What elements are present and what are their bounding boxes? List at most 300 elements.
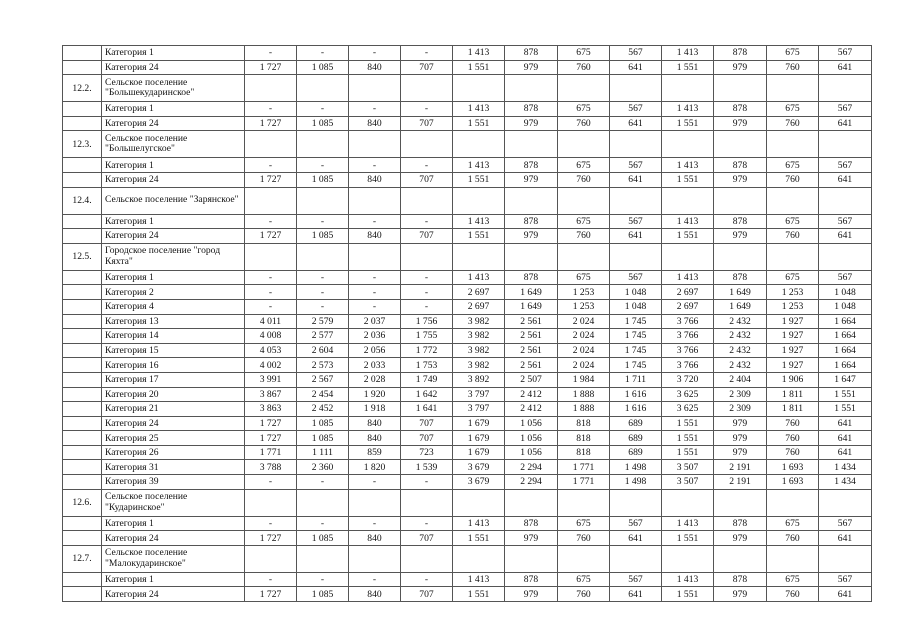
value-cell: - [349,285,401,300]
empty-cell [714,187,767,214]
value-cell: 979 [505,172,558,187]
value-cell: 2 024 [558,329,610,344]
value-cell: 878 [505,102,558,117]
value-cell: - [349,214,401,229]
value-cell: 840 [349,416,401,431]
value-cell: 675 [558,572,610,587]
value-cell: - [245,102,297,117]
table-row [63,531,872,546]
value-cell: 3 892 [453,372,505,387]
value-cell: 3 625 [662,387,714,402]
value-cell: 1 927 [767,343,819,358]
empty-cell [245,243,297,270]
section-number: 12.7. [63,545,102,572]
table-row [63,516,872,531]
value-cell: 567 [610,516,662,531]
table-row [63,358,872,373]
value-cell: - [401,516,453,531]
section-number [63,329,102,344]
value-cell: 979 [505,60,558,75]
value-cell: 1 413 [453,516,505,531]
empty-cell [767,131,819,158]
value-cell: 641 [819,431,872,446]
value-cell: 2 024 [558,358,610,373]
empty-cell [349,131,401,158]
value-cell: 1 085 [297,416,349,431]
section-number [63,516,102,531]
empty-cell [453,243,505,270]
section-name: Сельское поселение "Большелугское" [102,131,245,158]
section-number [63,416,102,431]
section-number [63,445,102,460]
value-cell: 818 [558,416,610,431]
section-number [63,372,102,387]
section-number [63,431,102,446]
value-cell: 1 920 [349,387,401,402]
empty-cell [558,243,610,270]
section-number [63,358,102,373]
value-cell: - [349,102,401,117]
category-name: Категория 1 [102,46,245,61]
value-cell: 675 [558,46,610,61]
value-cell: 567 [610,270,662,285]
table-row [63,285,872,300]
value-cell: 1 551 [453,587,505,602]
value-cell: 2 432 [714,358,767,373]
value-cell: 2 567 [297,372,349,387]
value-cell: 979 [714,416,767,431]
section-row [63,131,872,158]
value-cell: 3 982 [453,314,505,329]
value-cell: 707 [401,416,453,431]
value-cell: - [297,270,349,285]
empty-cell [819,489,872,516]
empty-cell [610,243,662,270]
value-cell: 760 [767,445,819,460]
section-number: 12.6. [63,489,102,516]
value-cell: 1 551 [453,60,505,75]
value-cell: 1 056 [505,445,558,460]
category-name: Категория 21 [102,402,245,417]
value-cell: - [297,299,349,314]
value-cell: 675 [767,46,819,61]
value-cell: 2 452 [297,402,349,417]
value-cell: 567 [610,158,662,173]
value-cell: 2 024 [558,314,610,329]
value-cell: 760 [558,116,610,131]
value-cell: 3 679 [453,475,505,490]
value-cell: 1 413 [453,270,505,285]
tariff-table [62,45,872,602]
empty-cell [558,489,610,516]
empty-cell [297,75,349,102]
value-cell: 979 [714,445,767,460]
value-cell: - [349,299,401,314]
value-cell: 641 [819,587,872,602]
value-cell: 3 766 [662,314,714,329]
value-cell: 3 766 [662,343,714,358]
value-cell: 1 551 [662,60,714,75]
empty-cell [662,75,714,102]
value-cell: 1 413 [662,102,714,117]
section-name: Городское поселение "город Кяхта" [102,243,245,270]
section-number [63,60,102,75]
value-cell: 1 253 [767,299,819,314]
empty-cell [349,545,401,572]
value-cell: 707 [401,172,453,187]
empty-cell [401,131,453,158]
value-cell: 641 [819,416,872,431]
value-cell: 2 561 [505,314,558,329]
value-cell: 1 984 [558,372,610,387]
value-cell: 1 727 [245,416,297,431]
value-cell: 641 [819,445,872,460]
category-name: Категория 15 [102,343,245,358]
empty-cell [297,545,349,572]
value-cell: - [297,102,349,117]
section-number: 12.3. [63,131,102,158]
value-cell: 1 551 [453,531,505,546]
value-cell: 979 [714,531,767,546]
value-cell: 1 413 [453,46,505,61]
value-cell: 2 033 [349,358,401,373]
empty-cell [453,187,505,214]
value-cell: 1 727 [245,229,297,244]
value-cell: 641 [819,116,872,131]
value-cell: 1 616 [610,402,662,417]
value-cell: 2 432 [714,343,767,358]
value-cell: 1 551 [662,229,714,244]
table-row [63,172,872,187]
value-cell: 840 [349,60,401,75]
value-cell: 878 [714,46,767,61]
table-row [63,158,872,173]
value-cell: 1 413 [662,516,714,531]
value-cell: 1 649 [714,285,767,300]
value-cell: 878 [714,516,767,531]
value-cell: 3 867 [245,387,297,402]
value-cell: 1 413 [662,158,714,173]
table-row [63,229,872,244]
empty-cell [453,545,505,572]
empty-cell [297,243,349,270]
value-cell: - [401,572,453,587]
empty-cell [245,75,297,102]
value-cell: 2 309 [714,387,767,402]
value-cell: 567 [819,214,872,229]
category-name: Категория 24 [102,416,245,431]
value-cell: - [245,299,297,314]
value-cell: 1 413 [662,214,714,229]
empty-cell [558,75,610,102]
document-page [62,45,872,602]
value-cell: 878 [505,214,558,229]
empty-cell [558,131,610,158]
value-cell: 1 679 [453,416,505,431]
value-cell: 1 693 [767,460,819,475]
empty-cell [505,545,558,572]
value-cell: 4 011 [245,314,297,329]
value-cell: 1 820 [349,460,401,475]
section-number [63,475,102,490]
empty-cell [662,545,714,572]
value-cell: 878 [714,572,767,587]
value-cell: 3 766 [662,329,714,344]
value-cell: 2 577 [297,329,349,344]
value-cell: 979 [714,431,767,446]
section-number [63,116,102,131]
value-cell: 1 551 [819,402,872,417]
section-row [63,243,872,270]
value-cell: 1 085 [297,431,349,446]
value-cell: 2 056 [349,343,401,358]
value-cell: - [297,214,349,229]
value-cell: 3 797 [453,387,505,402]
section-number [63,531,102,546]
category-name: Категория 16 [102,358,245,373]
value-cell: 840 [349,229,401,244]
value-cell: - [401,299,453,314]
value-cell: 1 434 [819,475,872,490]
value-cell: 1 434 [819,460,872,475]
value-cell: - [401,102,453,117]
section-row [63,187,872,214]
value-cell: 1 413 [453,102,505,117]
value-cell: 3 679 [453,460,505,475]
value-cell: 675 [767,572,819,587]
value-cell: 1 056 [505,416,558,431]
value-cell: 1 551 [662,445,714,460]
value-cell: 707 [401,531,453,546]
value-cell: 675 [558,102,610,117]
table-row [63,372,872,387]
value-cell: 1 085 [297,229,349,244]
empty-cell [245,545,297,572]
value-cell: 1 727 [245,172,297,187]
value-cell: 2 294 [505,475,558,490]
section-number [63,214,102,229]
value-cell: 2 561 [505,343,558,358]
value-cell: 1 551 [819,387,872,402]
value-cell: 760 [767,116,819,131]
category-name: Категория 24 [102,172,245,187]
value-cell: 707 [401,229,453,244]
value-cell: 979 [505,116,558,131]
category-name: Категория 4 [102,299,245,314]
value-cell: 760 [558,587,610,602]
empty-cell [245,187,297,214]
category-name: Категория 20 [102,387,245,402]
value-cell: 675 [558,270,610,285]
section-name: Сельское поселение "Кударинское" [102,489,245,516]
value-cell: - [401,46,453,61]
table-row [63,587,872,602]
value-cell: - [401,475,453,490]
category-name: Категория 1 [102,158,245,173]
value-cell: 675 [767,270,819,285]
value-cell: 2 036 [349,329,401,344]
value-cell: 567 [819,158,872,173]
value-cell: 1 551 [662,587,714,602]
value-cell: 1 679 [453,445,505,460]
empty-cell [558,187,610,214]
value-cell: 1 727 [245,587,297,602]
value-cell: - [245,270,297,285]
value-cell: - [297,572,349,587]
value-cell: 567 [610,46,662,61]
value-cell: 707 [401,587,453,602]
value-cell: 1 642 [401,387,453,402]
value-cell: 1 771 [558,460,610,475]
value-cell: 2 028 [349,372,401,387]
value-cell: 567 [819,516,872,531]
value-cell: 1 551 [453,116,505,131]
value-cell: 1 771 [558,475,610,490]
value-cell: 1 772 [401,343,453,358]
value-cell: 1 745 [610,358,662,373]
section-name: Сельское поселение "Зарянское" [102,187,245,214]
section-row [63,545,872,572]
category-name: Категория 13 [102,314,245,329]
value-cell: 2 604 [297,343,349,358]
value-cell: 675 [558,516,610,531]
value-cell: 760 [767,587,819,602]
value-cell: - [401,270,453,285]
table-row [63,445,872,460]
value-cell: 1 551 [662,116,714,131]
section-number: 12.5. [63,243,102,270]
value-cell: 689 [610,416,662,431]
value-cell: 878 [505,270,558,285]
value-cell: 723 [401,445,453,460]
section-number [63,314,102,329]
empty-cell [610,187,662,214]
value-cell: 3 863 [245,402,297,417]
value-cell: 979 [505,229,558,244]
value-cell: 2 579 [297,314,349,329]
empty-cell [401,187,453,214]
value-cell: 567 [610,102,662,117]
empty-cell [819,243,872,270]
value-cell: 1 048 [610,299,662,314]
value-cell: 2 432 [714,314,767,329]
value-cell: 567 [610,214,662,229]
value-cell: 1 413 [662,572,714,587]
category-name: Категория 1 [102,516,245,531]
table-row [63,431,872,446]
value-cell: 818 [558,445,610,460]
value-cell: - [245,516,297,531]
value-cell: 1 413 [453,572,505,587]
section-number [63,402,102,417]
value-cell: 4 053 [245,343,297,358]
value-cell: 689 [610,431,662,446]
value-cell: - [349,270,401,285]
value-cell: 1 539 [401,460,453,475]
value-cell: 1 664 [819,358,872,373]
value-cell: 1 664 [819,343,872,358]
empty-cell [767,545,819,572]
empty-cell [297,187,349,214]
table-row [63,102,872,117]
value-cell: 2 309 [714,402,767,417]
value-cell: 979 [714,60,767,75]
empty-cell [767,187,819,214]
value-cell: - [401,285,453,300]
value-cell: 760 [767,531,819,546]
value-cell: 1 085 [297,587,349,602]
empty-cell [453,489,505,516]
value-cell: 675 [767,214,819,229]
empty-cell [505,243,558,270]
value-cell: 2 432 [714,329,767,344]
value-cell: 2 404 [714,372,767,387]
value-cell: - [401,214,453,229]
section-number [63,572,102,587]
category-name: Категория 1 [102,270,245,285]
section-number: 12.2. [63,75,102,102]
empty-cell [401,489,453,516]
table-row [63,416,872,431]
value-cell: 1 771 [245,445,297,460]
value-cell: 878 [714,214,767,229]
section-number [63,270,102,285]
value-cell: 1 918 [349,402,401,417]
value-cell: - [297,475,349,490]
value-cell: 2 024 [558,343,610,358]
value-cell: 979 [714,587,767,602]
value-cell: 1 413 [662,46,714,61]
empty-cell [610,131,662,158]
value-cell: 1 664 [819,314,872,329]
category-name: Категория 1 [102,214,245,229]
value-cell: 3 788 [245,460,297,475]
value-cell: 760 [767,416,819,431]
value-cell: 2 412 [505,402,558,417]
section-number [63,387,102,402]
category-name: Категория 24 [102,116,245,131]
value-cell: - [245,475,297,490]
value-cell: 1 745 [610,329,662,344]
value-cell: 1 498 [610,475,662,490]
value-cell: 1 048 [819,299,872,314]
table-row [63,402,872,417]
section-name: Сельское поселение "Малокударинское" [102,545,245,572]
empty-cell [662,187,714,214]
value-cell: 979 [714,229,767,244]
section-number [63,587,102,602]
value-cell: 1 111 [297,445,349,460]
value-cell: 1 756 [401,314,453,329]
table-row [63,314,872,329]
empty-cell [453,131,505,158]
value-cell: 1 679 [453,431,505,446]
category-name: Категория 24 [102,587,245,602]
value-cell: - [245,158,297,173]
empty-cell [714,545,767,572]
value-cell: 878 [505,158,558,173]
empty-cell [767,243,819,270]
table-row [63,299,872,314]
value-cell: 840 [349,531,401,546]
value-cell: 641 [610,60,662,75]
value-cell: 4 008 [245,329,297,344]
value-cell: 689 [610,445,662,460]
table-row [63,572,872,587]
empty-cell [819,131,872,158]
empty-cell [767,75,819,102]
empty-cell [401,75,453,102]
